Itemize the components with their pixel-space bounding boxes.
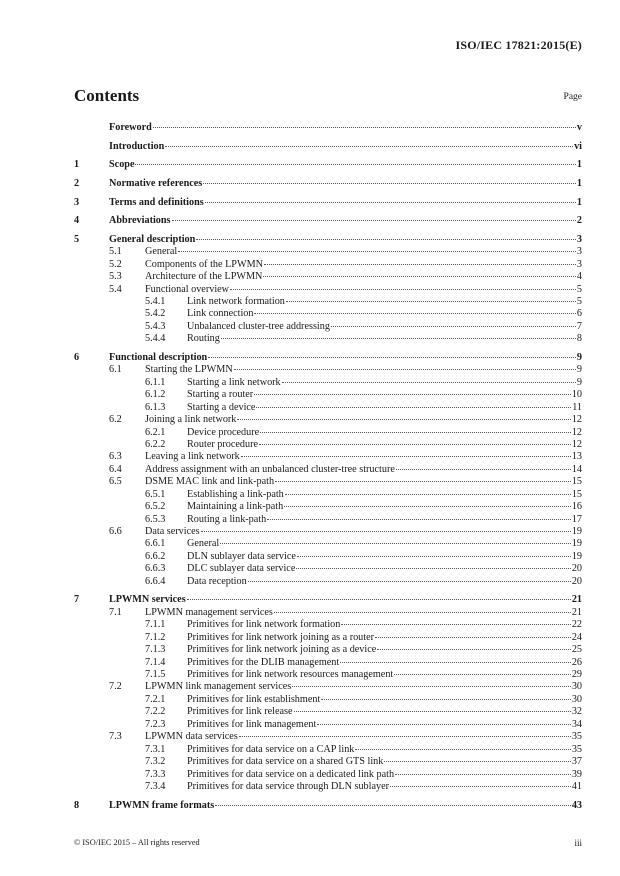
toc-entry-title: Introduction [109,140,165,152]
table-of-contents [74,122,582,812]
toc-entry[interactable] [74,644,582,656]
toc-entry-number: 6.5 [109,476,122,488]
toc-entry[interactable] [74,551,582,563]
toc-entry-title: Primitives for link management [187,718,317,730]
toc-entry-page: 35 [571,743,582,755]
dot-leader [284,506,571,507]
dot-leader [237,419,570,420]
toc-entry-title: Components of the LPWMN [145,258,263,270]
toc-entry-page: 21 [571,594,582,606]
toc-entry-number: 7.3.4 [145,780,166,792]
dot-leader [274,612,571,613]
dot-leader [275,481,571,482]
toc-entry-number: 1 [74,159,80,171]
dot-leader [241,456,571,457]
toc-entry-number: 6.1.1 [145,376,166,388]
toc-entry-number: 3 [74,196,80,208]
toc-entry-title: Data reception [187,575,247,587]
dot-leader [153,127,576,128]
toc-entry[interactable] [74,526,582,538]
toc-entry-page: 4 [576,271,582,283]
toc-entry-title: General description [109,233,196,245]
toc-entry[interactable] [74,744,582,756]
toc-entry[interactable] [74,619,582,631]
toc-entry-page: 1 [576,196,582,208]
toc-entry-number: 6.2.2 [145,438,166,450]
toc-entry-title: Starting the LPWMN [145,364,233,376]
dot-leader [394,674,571,675]
toc-entry-title: Routing a link-path [187,513,267,525]
dot-leader [264,264,576,265]
toc-entry-page: 15 [571,488,582,500]
toc-entry[interactable] [74,402,582,414]
toc-entry-page: 7 [576,320,582,332]
toc-entry[interactable] [74,122,582,134]
toc-entry-page: 43 [571,799,582,811]
toc-entry-number: 5.1 [109,246,122,258]
toc-entry[interactable] [74,352,582,364]
toc-entry-title: Primitives for data service on a dedicated link path [187,768,395,780]
toc-entry-number: 6.4 [109,463,122,475]
toc-entry-number: 6.5.3 [145,513,166,525]
toc-entry-title: Abbreviations [109,215,171,227]
toc-entry-page: 9 [576,364,582,376]
toc-entry-page: 13 [571,451,582,463]
toc-entry-title: Router procedure [187,438,258,450]
toc-entry-title: Establishing a link-path [187,488,284,500]
dot-leader [395,774,571,775]
dot-leader [282,382,576,383]
toc-entry-title: LPWMN frame formats [109,799,215,811]
toc-entry-page: 22 [571,619,582,631]
toc-entry-number: 5 [74,233,80,245]
toc-entry-number: 5.3 [109,271,122,283]
toc-entry-page: 30 [571,681,582,693]
toc-entry-number: 7.1.1 [145,619,166,631]
toc-entry[interactable] [74,576,582,588]
toc-entry[interactable] [74,377,582,389]
toc-entry-page: 21 [571,606,582,618]
toc-entry-number: 6.1 [109,364,122,376]
dot-leader [384,761,570,762]
dot-leader [294,711,571,712]
toc-entry-title: Normative references [109,177,203,189]
toc-entry-title: Primitives for link network resources management [187,669,394,680]
toc-entry-title: Device procedure [187,426,260,438]
toc-entry-page: 34 [571,718,582,730]
dot-leader [341,624,570,625]
toc-entry[interactable] [74,308,582,320]
toc-entry-page: 32 [571,706,582,718]
dot-leader [239,736,571,737]
toc-entry-title: LPWMN management services [145,606,273,618]
toc-entry-number: 7.1.3 [145,644,166,656]
toc-entry-page: vi [574,140,582,152]
toc-entry-page: 29 [571,669,582,680]
toc-entry-title: Foreword [109,122,152,133]
toc-entry-number: 6.6 [109,526,122,537]
toc-entry-number: 8 [74,799,80,811]
toc-entry-number: 6.6.4 [145,575,166,587]
toc-entry-page: 39 [571,768,582,780]
toc-entry[interactable] [74,464,582,476]
toc-entry[interactable] [74,669,582,681]
toc-entry[interactable] [74,594,582,606]
toc-entry[interactable] [74,259,582,271]
toc-entry[interactable] [74,731,582,743]
toc-entry-page: 30 [571,693,582,705]
toc-entry[interactable] [74,657,582,669]
toc-entry[interactable] [74,451,582,463]
toc-entry-title: Primitives for link establishment [187,693,321,705]
dot-leader [292,686,571,687]
toc-entry-page: 6 [576,308,582,320]
toc-entry-title: Primitives for data service on a CAP link [187,743,355,755]
toc-entry-page: 2 [576,215,582,227]
toc-entry-number: 2 [74,177,80,189]
toc-entry-page: 25 [571,644,582,656]
toc-entry-number: 7.1 [109,606,122,618]
toc-entry-number: 7.1.5 [145,669,166,680]
toc-entry[interactable] [74,514,582,526]
toc-entry-title: Leaving a link network [145,451,240,463]
toc-entry[interactable] [74,215,582,227]
toc-entry-number: 7.2.3 [145,718,166,730]
toc-entry-number: 7.1.4 [145,656,166,668]
dot-leader [331,326,576,327]
toc-entry-title: Primitives for link network joining as a device [187,644,377,656]
toc-entry-title: DSME MAC link and link-path [145,476,275,488]
toc-entry-page: 1 [576,159,582,171]
toc-entry-page: 26 [571,656,582,668]
toc-entry-page: 3 [576,246,582,258]
toc-entry-page: 5 [576,283,582,295]
toc-entry-title: LPWMN data services [145,731,238,743]
toc-entry-number: 6.3 [109,451,122,463]
toc-entry-number: 7.3.1 [145,743,166,755]
toc-entry[interactable] [74,321,582,333]
toc-entry-page: 8 [576,333,582,345]
toc-entry-page: 15 [571,476,582,488]
toc-entry-number: 6.5.1 [145,488,166,500]
toc-entry-page: 12 [571,414,582,426]
toc-entry-title: Scope [109,159,135,171]
dot-leader [286,301,576,302]
toc-entry[interactable] [74,800,582,812]
toc-entry-number: 7.3.2 [145,756,166,768]
dot-leader [208,357,576,358]
dot-leader [165,146,573,147]
toc-entry-page: 19 [571,550,582,562]
toc-entry[interactable] [74,694,582,706]
toc-entry-page: 16 [571,501,582,513]
toc-entry-page: 1 [576,177,582,189]
toc-entry-title: Link network formation [187,295,285,307]
toc-entry-title: Unbalanced cluster-tree addressing [187,320,330,332]
toc-entry-page: 3 [576,258,582,270]
dot-leader [196,239,576,240]
page-number: iii [574,838,582,848]
toc-entry-title: Primitives for data service through DLN sublayer [187,780,389,792]
toc-entry[interactable] [74,333,582,345]
toc-entry[interactable] [74,141,582,153]
dot-leader [340,662,571,663]
dot-leader [187,599,571,600]
toc-entry-title: Link connection [187,308,254,320]
toc-entry-page: 41 [571,780,582,792]
toc-entry-title: Functional overview [145,283,230,295]
toc-entry-title: Starting a link network [187,376,281,388]
toc-entry-page: 19 [571,538,582,550]
toc-entry-number: 7.1.2 [145,631,166,643]
toc-entry-title: General [145,246,178,258]
toc-entry-number: 5.2 [109,258,122,270]
toc-entry[interactable] [74,246,582,258]
toc-entry-page: 12 [571,426,582,438]
toc-entry[interactable] [74,489,582,501]
page-column-label: Page [563,92,582,102]
toc-entry-title: Starting a device [187,401,256,413]
dot-leader [254,313,575,314]
toc-entry[interactable] [74,427,582,439]
dot-leader [220,543,571,544]
toc-entry-page: 14 [571,463,582,475]
dot-leader [267,519,571,520]
toc-entry[interactable] [74,439,582,451]
toc-entry-page: 35 [571,731,582,743]
toc-entry-title: Primitives for link network formation [187,619,341,631]
toc-entry-number: 6.5.2 [145,501,166,513]
toc-entry[interactable] [74,178,582,190]
dot-leader [321,699,571,700]
toc-entry-number: 5.4 [109,283,122,295]
toc-entry-title: Terms and definitions [109,196,204,208]
toc-entry-page: 10 [571,389,582,401]
toc-entry-title: Functional description [109,351,208,363]
dot-leader [178,251,576,252]
toc-entry[interactable] [74,197,582,209]
toc-entry-title: General [187,538,220,550]
toc-entry[interactable] [74,271,582,283]
dot-leader [396,469,571,470]
toc-entry-number: 7.2 [109,681,122,693]
toc-entry-title: Maintaining a link-path [187,501,284,513]
toc-entry-page: 19 [571,526,582,537]
toc-entry-number: 6.6.3 [145,563,166,575]
toc-entry[interactable] [74,296,582,308]
dot-leader [221,338,576,339]
toc-entry[interactable] [74,719,582,731]
toc-entry-title: Primitives for link network joining as a router [187,631,375,643]
toc-entry[interactable] [74,538,582,550]
toc-entry-number: 6.6.2 [145,550,166,562]
toc-entry-page: 5 [576,295,582,307]
toc-entry-number: 5.4.4 [145,333,166,345]
dot-leader [259,444,571,445]
toc-entry[interactable] [74,563,582,575]
document-code: ISO/IEC 17821:2015(E) [455,38,582,52]
toc-entry-page: 9 [576,351,582,363]
toc-entry-page: 24 [571,631,582,643]
toc-entry-title: Address assignment with an unbalanced cluster-tree structure [145,463,395,475]
toc-entry[interactable] [74,414,582,426]
toc-entry-page: 11 [572,401,582,413]
toc-entry[interactable] [74,284,582,296]
toc-entry[interactable] [74,781,582,793]
toc-entry-title: Joining a link network [145,414,237,426]
dot-leader [215,805,571,806]
dot-leader [317,724,571,725]
dot-leader [234,369,576,370]
toc-entry-title: Starting a router [187,389,254,401]
dot-leader [256,407,571,408]
toc-entry-title: LPWMN link management services [145,681,292,693]
toc-entry-title: Data services [145,526,200,537]
toc-entry-number: 6.1.2 [145,389,166,401]
dot-leader [375,637,571,638]
toc-entry[interactable] [74,234,582,246]
toc-entry[interactable] [74,769,582,781]
toc-entry-page: v [576,122,582,133]
toc-entry-number: 4 [74,215,80,227]
toc-entry-page: 12 [571,438,582,450]
toc-entry[interactable] [74,501,582,513]
dot-leader [254,394,571,395]
toc-entry-title: DLN sublayer data service [187,550,296,562]
copyright-notice: © ISO/IEC 2015 – All rights reserved [74,838,200,847]
toc-entry-number: 7.2.2 [145,706,166,718]
dot-leader [248,581,571,582]
toc-entry[interactable] [74,476,582,488]
toc-entry[interactable] [74,607,582,619]
toc-entry-page: 20 [571,575,582,587]
toc-entry-page: 20 [571,563,582,575]
dot-leader [355,749,570,750]
toc-entry-number: 5.4.3 [145,320,166,332]
dot-leader [203,183,576,184]
toc-entry-number: 6 [74,351,80,363]
toc-entry-number: 7 [74,594,80,606]
toc-entry-page: 9 [576,376,582,388]
dot-leader [172,220,576,221]
toc-entry[interactable] [74,756,582,768]
dot-leader [297,556,571,557]
toc-entry-number: 5.4.2 [145,308,166,320]
toc-entry-number: 7.3.3 [145,768,166,780]
toc-entry[interactable] [74,681,582,693]
dot-leader [377,649,571,650]
toc-entry-number: 6.1.3 [145,401,166,413]
toc-entry-title: Primitives for the DLIB management [187,656,340,668]
page-title: Contents [74,86,140,105]
toc-entry-title: LPWMN services [109,594,186,606]
dot-leader [263,276,576,277]
toc-entry-title: Routing [187,333,220,345]
toc-entry[interactable] [74,389,582,401]
toc-entry[interactable] [74,364,582,376]
toc-entry-number: 6.2 [109,414,122,426]
toc-entry-number: 6.6.1 [145,538,166,550]
dot-leader [296,568,570,569]
toc-entry[interactable] [74,706,582,718]
toc-entry-number: 7.2.1 [145,693,166,705]
toc-entry-number: 7.3 [109,731,122,743]
toc-entry-page: 3 [576,233,582,245]
dot-leader [205,202,576,203]
dot-leader [201,531,571,532]
dot-leader [285,494,571,495]
dot-leader [230,289,576,290]
toc-entry-number: 6.2.1 [145,426,166,438]
dot-leader [135,164,575,165]
toc-entry[interactable] [74,632,582,644]
toc-entry-number: 5.4.1 [145,295,166,307]
dot-leader [390,786,571,787]
toc-entry-page: 37 [571,756,582,768]
dot-leader [260,432,571,433]
toc-entry-page: 17 [571,513,582,525]
toc-entry[interactable] [74,159,582,171]
toc-entry-title: Primitives for link release [187,706,293,718]
toc-entry-title: DLC sublayer data service [187,563,296,575]
toc-entry-title: Primitives for data service on a shared GTS link [187,756,384,768]
toc-entry-title: Architecture of the LPWMN [145,271,263,283]
